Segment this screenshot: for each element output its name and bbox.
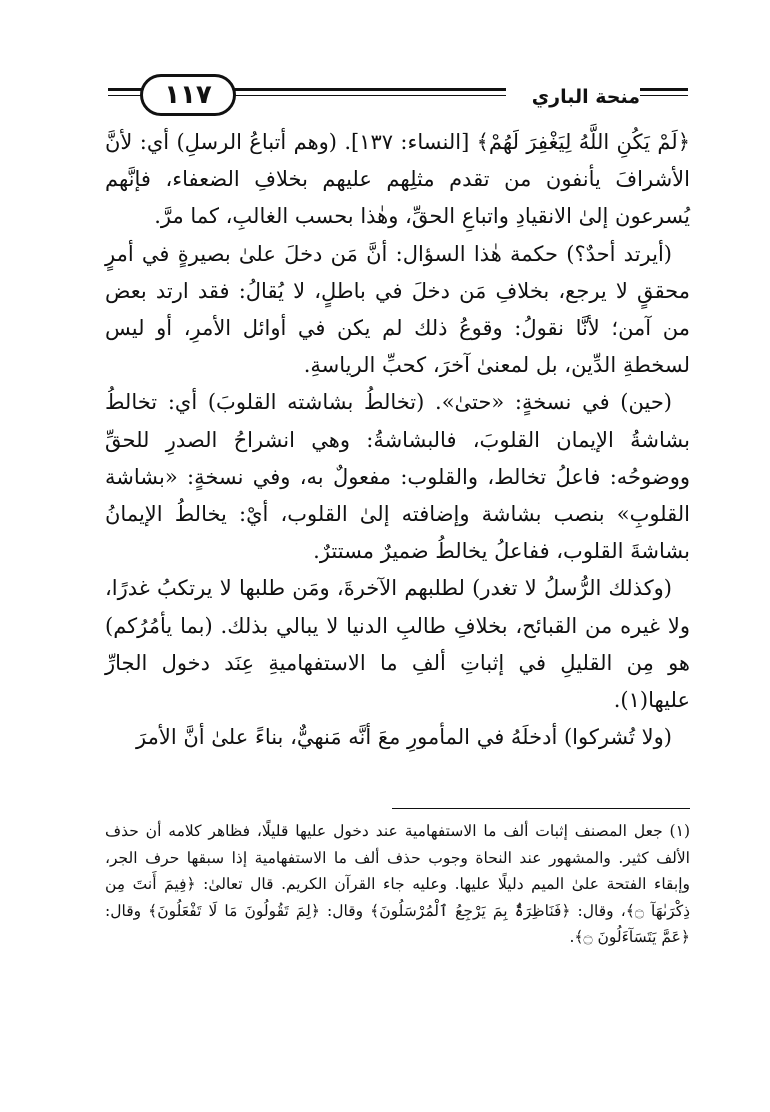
header-rule-right-top [640, 88, 688, 91]
main-text [105, 124, 690, 756]
header-rule-right-bottom [640, 95, 688, 96]
footnote-1: (١) جعل المصنف إثبات ألف ما الاستفهامية عند دخول عليها قليلًا، فظاهر كلامه أن حذف الألف كثير. والمشهور عند النحاة وجوب حذف ألف ما الاستفهامية إذا سبقها حرف الجر، وإبقاء الفتحة علىٰ الميم دليلًا عليها. وعليه جاء القرآن الكريم. قال تعالىٰ: ﴿فِيمَ أَنتَ مِن ذِكْرَىٰهَآ ۝﴾، وقال: ﴿فَنَاظِرَةٌۢ بِمَ يَرْجِعُ ٱلْمُرْسَلُونَ﴾ وقال: ﴿لِمَ تَقُولُونَ مَا لَا تَفْعَلُونَ﴾ وقال: ﴿عَمَّ يَتَسَآءَلُونَ ۝﴾. [105, 822, 690, 946]
header-rule-middle-top [226, 88, 506, 91]
page-header [108, 68, 688, 128]
paragraph-1: ﴿لَمْ يَكُنِ اللَّهُ لِيَغْفِرَ لَهُمْ﴾ [النساء: ١٣٧]. (وهم أتباعُ الرسلِ) أي: لأنَّ الأشرافَ يأنفون من تقدم مثلِهم عليهم بخلافِ الضعفاء، فإنَّهم يُسرعون إلىٰ الانقيادِ واتباعِ الحقِّ، وهٰذا بحسب الغالبِ، كما مرَّ. [105, 130, 690, 229]
header-rule-middle-bottom [226, 95, 506, 96]
paragraph-4: (وكذلك الرُّسلُ لا تغدر) لطلبهم الآخرةَ، ومَن طلبها لا يرتكبُ غدرًا، ولا غيره من القبائح، بخلافِ طالبِ الدنيا لا يبالي بذلك. (بما يأمُرُكم) هو مِن القليلِ في إثباتِ ألفِ ما الاستفهاميةِ عِنَد دخول الجارِّ عليها(١). [105, 576, 691, 713]
running-title: منحة الباري [531, 86, 640, 108]
paragraph-5: (ولا تُشركوا) أدخلَهُ في المأمورِ معَ أنَّه مَنهيٌّ، بناءً علىٰ أنَّ الأمرَ [136, 725, 672, 750]
paragraph-2: (أيرتد أحدٌ؟) حكمة هٰذا السؤال: أنَّ مَن دخلَ علىٰ بصيرةٍ في أمرٍ محققٍ لا يرجع، بخلافِ مَن دخلَ في باطلٍ، لا يُقالُ: فقد ارتد بعض من آمن؛ لأنَّا نقولُ: وقوعُ ذلك لم يكن في أوائل الأمرِ، أو ليس لسخطةِ الدِّين، بل لمعنىٰ آخرَ، كحبِّ الرياسةِ. [105, 241, 690, 378]
page-number: ١١٧ [164, 80, 212, 110]
footnote-separator [392, 808, 690, 809]
footnotes [105, 818, 690, 951]
page-number-badge [140, 74, 236, 116]
paragraph-3: (حين) في نسخةٍ: «حتىٰ». (تخالطُ بشاشته القلوبَ) أي: تخالطُ بشاشةُ الإيمان القلوبَ، فالبشاشةُ: وهي انشراحُ الصدرِ للحقِّ ووضوحُه: فاعلُ تخالط، والقلوب: مفعولٌ به، وفي نسخةٍ: «بشاشة القلوبِ» بنصب بشاشة وإضافته إلىٰ القلوب، أيْ: يخالطُ الإيمانُ بشاشةَ القلوب، ففاعلُ يخالطُ ضميرٌ مستترٌ. [105, 390, 690, 564]
